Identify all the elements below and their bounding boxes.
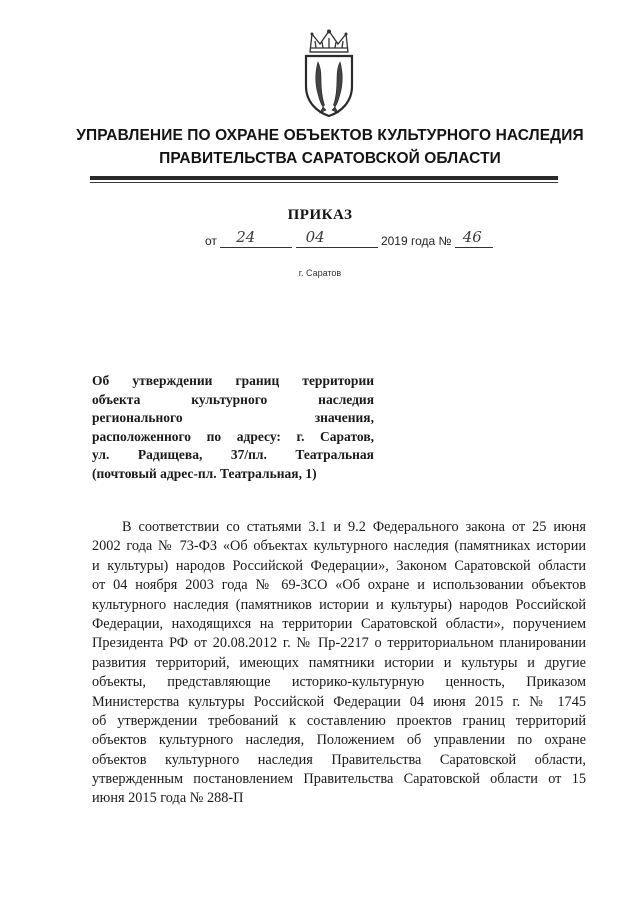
body-line: объекты, представляющие историко-культурную ценность, Приказом bbox=[92, 674, 586, 691]
body-line: В соответствии со статьями 3.1 и 9.2 Федерального закона от 25 июня bbox=[122, 519, 586, 535]
body-line: объектов культурного наследия, Положением об управлении по охране bbox=[92, 732, 586, 749]
month-handwritten: 04 bbox=[305, 228, 325, 246]
body-line: Президента РФ от 20.08.2012 г. № Пр-2217 о территориальном планировании bbox=[92, 635, 586, 652]
saratov-coat-of-arms-icon bbox=[296, 28, 362, 118]
body-line: Министерства культуры Российской Федерации 04 июня 2015 г. № 1745 bbox=[92, 693, 586, 710]
subject-line: регионального значения, bbox=[92, 410, 374, 425]
subject-line: ул. Радищева, 37/пл. Театральная bbox=[92, 447, 374, 462]
body-line: об утверждении требований к составлению проектов границ территорий bbox=[92, 712, 586, 729]
body-line: и культуры) народов Российской Федерации», Законом Саратовской области bbox=[92, 557, 586, 574]
number-handwritten: 46 bbox=[462, 228, 482, 246]
body-line: развития территорий, имеющих памятники истории и культуры и другие bbox=[92, 654, 586, 671]
order-preamble bbox=[92, 518, 586, 809]
document-type-title: ПРИКАЗ bbox=[287, 207, 353, 223]
subject-line: Об утверждении границ территории bbox=[92, 373, 374, 388]
day-handwritten: 24 bbox=[236, 228, 256, 246]
body-line: Федерации, находящихся на территории Саратовской области», поручением bbox=[92, 615, 586, 632]
order-subject bbox=[92, 372, 374, 483]
body-line: июня 2015 года № 288-П bbox=[92, 790, 244, 807]
year-label: 2019 года № bbox=[380, 234, 452, 248]
body-line: утвержденным постановлением Правительства Саратовской области от 15 bbox=[92, 771, 586, 788]
body-line: объектов культурного наследия Правительства Саратовской области, bbox=[92, 751, 586, 768]
month-field bbox=[296, 228, 378, 248]
order-date-line bbox=[205, 228, 493, 257]
subject-line: расположенного по адресу: г. Саратов, bbox=[92, 428, 374, 444]
number-field bbox=[455, 228, 493, 248]
header-divider-thick bbox=[90, 176, 558, 180]
date-prefix: от bbox=[205, 234, 217, 248]
city-label: г. Саратов bbox=[298, 268, 342, 278]
body-line: 2002 года № 73-ФЗ «Об объектах культурного наследия (памятниках истории bbox=[92, 538, 586, 555]
header-divider-thin bbox=[90, 182, 558, 183]
subject-line: объекта культурного наследия bbox=[92, 391, 374, 407]
organization-name-line1: УПРАВЛЕНИЕ ПО ОХРАНЕ ОБЪЕКТОВ КУЛЬТУРНОГО НАСЛЕДИЯ bbox=[76, 127, 584, 144]
organization-name-line2: ПРАВИТЕЛЬСТВА САРАТОВСКОЙ ОБЛАСТИ bbox=[159, 150, 501, 167]
day-field bbox=[220, 228, 292, 248]
body-line: от 04 ноября 2003 года № 69-ЗСО «Об охране и использовании объектов bbox=[92, 577, 586, 594]
body-line: культурного наследия (памятников истории и культуры) народов Российской bbox=[92, 596, 586, 613]
subject-line: (почтовый адрес-пл. Театральная, 1) bbox=[92, 465, 317, 481]
